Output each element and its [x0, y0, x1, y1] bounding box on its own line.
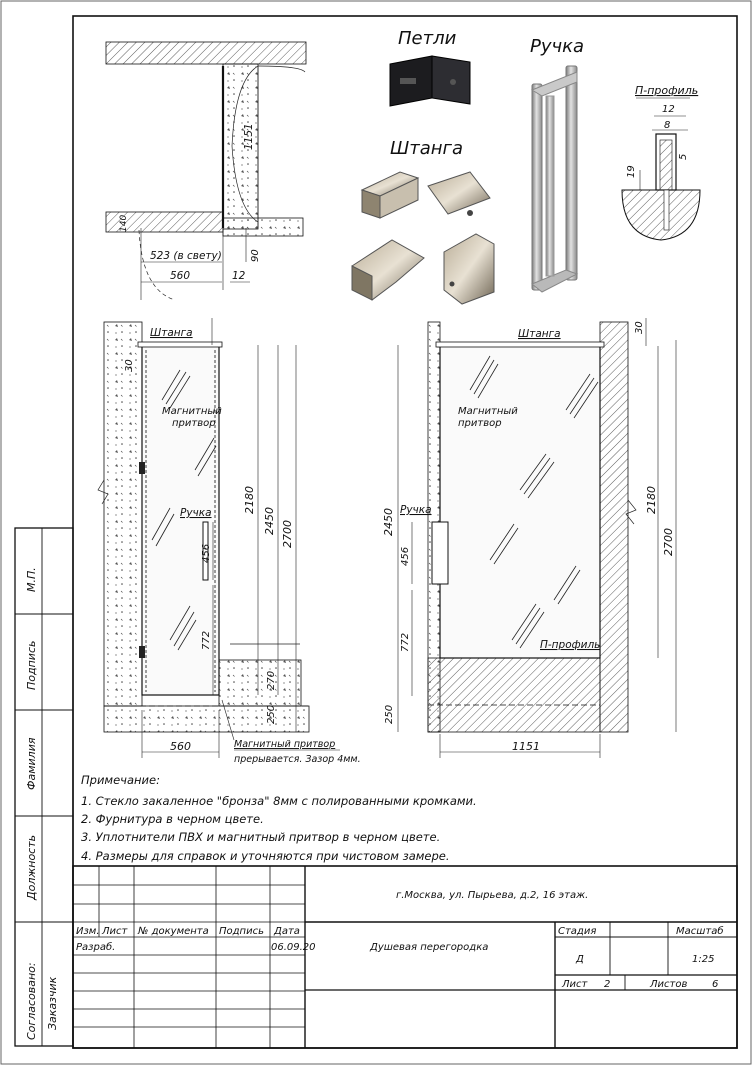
profile-dim-5: 5	[678, 153, 689, 160]
left-elev-dim-30: 30	[124, 359, 135, 372]
u-profile-detail	[622, 84, 700, 240]
plan-dim-side: 90	[250, 249, 261, 262]
note-3: 3. Уплотнители ПВХ и магнитный притвор в черном цвете.	[81, 830, 441, 844]
rod-photos	[352, 138, 494, 304]
note-1: 1. Стекло закаленное "бронза" 8мм с полированными кромками.	[81, 794, 477, 808]
right-elev-dim-772: 772	[400, 632, 411, 652]
tb-header-docnum: № документа	[138, 926, 209, 937]
left-elev-hinge-bottom	[139, 646, 145, 658]
stamp-mp: М.П.	[25, 567, 38, 592]
tb-sheets: 6	[712, 979, 719, 990]
stamp-agreed: Согласовано:	[25, 962, 38, 1040]
plan-dim-opening: 523 (в свету)	[150, 250, 222, 262]
left-elev-rod	[138, 342, 222, 347]
right-elev-dim-456: 456	[400, 546, 411, 566]
tb-header-change: Изм.	[76, 926, 100, 937]
side-stamp	[15, 528, 73, 1046]
right-elev-dim-30: 30	[634, 321, 645, 334]
note-4: 4. Размеры для справок и уточняются при чистовом замере.	[81, 849, 450, 863]
profile-dim-12: 12	[662, 104, 675, 115]
right-elev-handle-label: Ручка	[400, 504, 432, 516]
handle-label: Ручка	[530, 36, 585, 57]
right-elev-dim-2700: 2700	[662, 528, 675, 556]
plan-top-wall	[106, 42, 306, 64]
tb-sheet: 2	[604, 979, 611, 990]
tb-header-signature: Подпись	[219, 926, 264, 937]
tb-date: 06.09.20	[271, 942, 316, 953]
tb-address: г.Москва, ул. Пырьева, д.2, 16 этаж.	[396, 890, 589, 901]
title-block	[73, 866, 737, 1048]
right-elev-magnet-label: Магнитный притвор	[458, 406, 518, 429]
profile-dim-19: 19	[626, 165, 637, 178]
tb-object-name: Душевая перегородка	[370, 942, 489, 953]
profile-label: П-профиль	[635, 84, 699, 97]
right-elev-dim-2180: 2180	[645, 486, 658, 514]
hinges-photo	[390, 28, 470, 106]
left-elev-dim-2180: 2180	[243, 486, 256, 514]
right-elev-glass	[440, 346, 600, 658]
notes-title: Примечание:	[81, 773, 160, 787]
left-elev-note-magnet: Магнитный притвор	[234, 739, 336, 750]
notes	[81, 773, 477, 863]
stamp-surname: Фамилия	[25, 737, 38, 790]
right-elev-dim-1151: 1151	[512, 740, 540, 753]
right-elev-floor	[428, 658, 600, 732]
stamp-position: Должность	[25, 834, 38, 900]
left-elev-step	[219, 660, 301, 706]
tb-scale-label: Масштаб	[676, 926, 724, 937]
stamp-customer: Заказчик	[46, 976, 59, 1030]
right-elev-rod-label: Штанга	[518, 328, 561, 340]
left-elev-floor	[104, 706, 309, 732]
tb-scale: 1:25	[692, 954, 715, 965]
tb-sheets-label: Листов	[650, 979, 688, 990]
plan-view	[106, 42, 306, 300]
left-elev-dim-2450: 2450	[263, 507, 276, 535]
left-elevation	[98, 318, 361, 765]
tb-stage-label: Стадия	[558, 926, 597, 937]
tb-header-sheet: Лист	[102, 926, 128, 937]
left-elev-magnet-label: Магнитный притвор	[162, 406, 222, 429]
left-elev-dim-250: 250	[266, 704, 277, 724]
stamp-signature: Подпись	[25, 640, 38, 690]
handle-photo	[530, 36, 584, 292]
right-elev-right-wall	[600, 322, 628, 732]
right-elevation	[382, 318, 676, 758]
plan-concrete-floor	[223, 218, 303, 236]
plan-swing-arc	[139, 230, 175, 300]
left-elev-handle-label: Ручка	[180, 507, 212, 519]
left-elev-dim-456: 456	[201, 543, 212, 563]
right-elev-dim-250: 250	[384, 704, 395, 724]
tb-sheet-label: Лист	[562, 979, 588, 990]
left-elev-hinge-top	[139, 462, 145, 474]
hinges-label: Петли	[398, 28, 457, 49]
plan-dim-gap: 12	[232, 270, 246, 282]
tb-header-date: Дата	[274, 926, 300, 937]
left-elev-dim-2700: 2700	[281, 520, 294, 548]
profile-dim-8: 8	[664, 120, 671, 131]
left-elev-rod-label: Штанга	[150, 327, 193, 339]
tb-developer: Разраб.	[76, 942, 116, 953]
note-2: 2. Фурнитура в черном цвете.	[81, 812, 264, 826]
tb-stage: Д	[576, 954, 584, 965]
right-elev-profile-label: П-профиль	[540, 639, 601, 651]
right-elev-handle	[432, 522, 448, 584]
plan-dim-radius: 1151	[243, 123, 255, 150]
left-elev-wall	[104, 322, 142, 706]
right-elev-dim-2450: 2450	[382, 508, 395, 536]
profile-screw	[664, 190, 669, 230]
right-elev-rod	[436, 342, 604, 347]
left-elev-note-gap: прерывается. Зазор 4мм.	[234, 754, 361, 765]
profile-floor-section	[622, 190, 700, 240]
left-elev-dim-772: 772	[201, 630, 212, 650]
plan-dim-wall: 140	[119, 214, 129, 232]
left-elev-dim-270: 270	[266, 670, 277, 690]
rod-label: Штанга	[390, 138, 464, 159]
left-elev-dim-560: 560	[170, 740, 191, 753]
plan-dim-door: 560	[170, 270, 191, 282]
